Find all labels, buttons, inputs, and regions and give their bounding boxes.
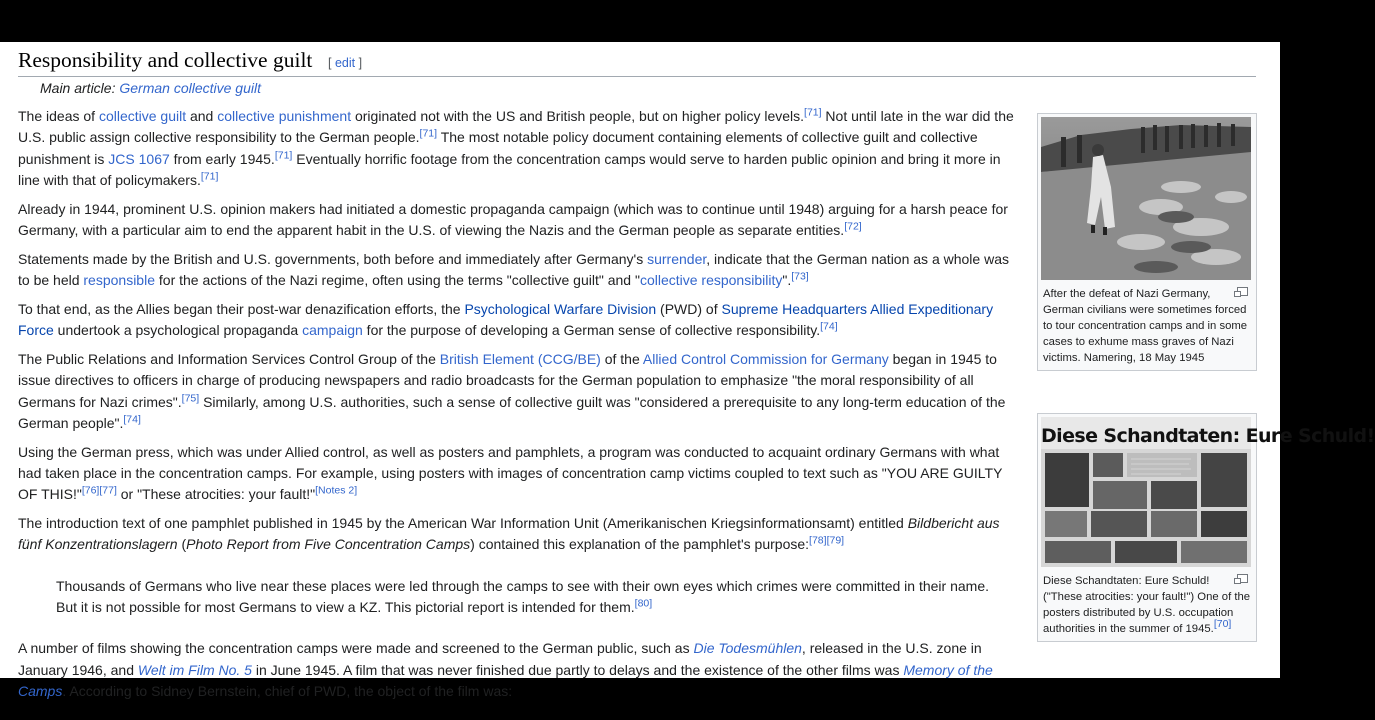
text: (: [177, 536, 187, 553]
paragraph-5: [18, 349, 1016, 434]
paragraph-3: [18, 249, 1016, 292]
citation-71[interactable]: [71]: [419, 127, 438, 140]
text: Eventually horrific footage from the concentration camps would serve to harden public opinion and bring it more in line with that of policymakers.: [18, 150, 1001, 188]
link-responsible[interactable]: responsible: [83, 272, 155, 289]
caption-text: Diese Schandtaten: Eure Schuld! ("These atrocities: your fault!") One of the posters distributed by U.S. occupation authorities in the summer of 1945.: [1043, 575, 1251, 635]
blockquote: [56, 576, 996, 619]
poster-title: Diese Schandtaten: Eure Schuld!: [1041, 425, 1375, 447]
poster-image[interactable]: [1041, 417, 1375, 567]
text: The ideas of: [18, 108, 99, 124]
citation-75[interactable]: [75]: [181, 391, 200, 404]
text: Already in 1944, prominent U.S. opinion makers had initiated a domestic propaganda campaign (which was to continue until 1948) arguing for a harsh peace for Germany, with a particular aim to end the apparent habit in the U.S. of viewing the Nazis and the German people as separate entities.: [18, 200, 1008, 238]
text: Statements made by the British and U.S. governments, both before and immediately after Germany's: [18, 250, 648, 267]
citation-notes-2[interactable]: [Notes 2]: [315, 484, 358, 497]
figure-namering: [1037, 113, 1257, 371]
citation-78[interactable]: [78]: [809, 534, 827, 547]
link-die-todesmuhlen[interactable]: Die Todesmühlen: [693, 640, 802, 657]
citation-74[interactable]: [74]: [820, 320, 838, 333]
link-psychological-warfare-division[interactable]: Psychological Warfare Division: [464, 300, 657, 317]
link-campaign[interactable]: campaign: [302, 322, 363, 339]
text: in June 1945. A film that was never finished due partly to delays and the existence of the other films was: [251, 661, 904, 678]
text: . According to Sidney Bernstein, chief of PWD, the object of the film was:: [62, 682, 513, 699]
link-surrender[interactable]: surrender: [647, 250, 707, 267]
text: of the: [600, 350, 643, 367]
link-jcs-1067[interactable]: JCS 1067: [108, 150, 170, 167]
paragraph-8: [18, 638, 1016, 702]
paragraph-1: [18, 106, 1016, 191]
citation-72[interactable]: [72]: [844, 220, 862, 233]
poster-photos: [1041, 449, 1251, 567]
text: , indicate that the German nation as a whole was to be held: [18, 250, 1009, 289]
caption-text: After the defeat of Nazi Germany, German civilians were sometimes forced to tour concentration camps and in some cases to exhume mass graves of Nazi victims. Namering, 18 May 1945: [1043, 288, 1248, 364]
link-allied-control-commission[interactable]: Allied Control Commission for Germany: [642, 350, 889, 367]
figure-caption: [1038, 570, 1256, 641]
photo-namering[interactable]: [1041, 117, 1251, 280]
text: Using the German press, which was under Allied control, as well as posters and pamphlets, a program was conducted to acquaint ordinary Germans with what had taken place in the concentration camps. For example, using posters with images of concentration camp victims coupled to text such as "YOU ARE GUILTY OF THIS!": [18, 443, 1003, 503]
text: , released in the U.S. zone in January 1946, and: [18, 640, 982, 678]
enlarge-icon[interactable]: [1237, 287, 1248, 296]
text: ) contained this explanation of the pamphlet's purpose:: [470, 536, 810, 553]
text: began in 1945 to issue directives to officers in charge of producing newspapers and radio broadcasts for the German population to emphasize "the moral responsibility of all Germans for Nazi crimes".: [18, 350, 997, 410]
text: and: [186, 108, 218, 124]
link-collective-punishment[interactable]: collective punishment: [217, 108, 352, 124]
article-page: [0, 42, 1375, 699]
quote-text: Thousands of Germans who live near these places were led through the camps to see with their own eyes which crimes were committed in their name. But it is not possible for most Germans to view a KZ. This pictorial report is intended for them.: [56, 577, 989, 615]
citation-71[interactable]: [71]: [200, 170, 219, 183]
text: (PWD) of: [656, 300, 722, 317]
figure-caption: [1038, 283, 1256, 370]
citation-77[interactable]: [77]: [99, 484, 117, 497]
text: A number of films showing the concentration camps were made and screened to the German public, such as: [18, 640, 694, 657]
link-british-element[interactable]: British Element (CCG/BE): [439, 350, 601, 367]
link-welt-im-film[interactable]: Welt im Film No. 5: [137, 661, 252, 678]
text: ".: [782, 272, 792, 289]
text: The most notable policy document containing elements of collective guilt and collective punishment is: [18, 129, 978, 167]
citation-79[interactable]: [79]: [826, 534, 845, 547]
text: Similarly, among U.S. authorities, such a sense of collective guilt was "considered a prerequisite to any long-term education of the German people".: [18, 393, 1006, 431]
paragraph-4: [18, 299, 1016, 342]
text: or "These atrocities: your fault!": [116, 486, 316, 503]
citation-76[interactable]: [76]: [81, 484, 100, 497]
text: undertook a psychological propaganda: [53, 322, 303, 339]
hatnote: [40, 80, 261, 96]
section-heading: [18, 46, 1256, 77]
citation-73[interactable]: [73]: [791, 270, 809, 283]
text: The Public Relations and Information Services Control Group of the: [18, 350, 440, 367]
link-collective-responsibility[interactable]: collective responsibility: [639, 272, 783, 289]
enlarge-icon[interactable]: [1237, 574, 1248, 583]
article-body: [18, 106, 1016, 710]
pamphlet-title-translation: Photo Report from Five Concentration Camps: [186, 536, 471, 553]
photo-image: [1041, 117, 1251, 280]
text: for the purpose of developing a German sense of collective responsibility.: [362, 322, 821, 339]
text: for the actions of the Nazi regime, often using the terms "collective guilt" and ": [155, 272, 640, 289]
figure-poster: [1037, 413, 1375, 642]
hatnote-prefix: Main article:: [40, 80, 120, 96]
link-memory-of-the-camps[interactable]: Memory of the Camps: [18, 661, 993, 699]
text: To that end, as the Allies began their post-war denazification efforts, the: [18, 300, 465, 317]
citation-70[interactable]: [70]: [1213, 618, 1232, 631]
citation-71[interactable]: [71]: [274, 148, 293, 161]
text: Not until late in the war did the U.S. public assign collective responsibility to the German people.: [18, 108, 1014, 146]
section-title: Responsibility and collective guilt: [18, 48, 313, 72]
text: The introduction text of one pamphlet published in 1945 by the American War Information Unit (Amerikanischen Kriegsinformationsamt) entitled: [18, 515, 908, 532]
text: from early 1945.: [169, 150, 275, 167]
paragraph-7: [18, 513, 1016, 556]
paragraph-6: [18, 442, 1016, 506]
link-collective-guilt[interactable]: collective guilt: [98, 108, 187, 124]
edit-bracket-close: ]: [355, 56, 363, 70]
paragraph-2: [18, 199, 1016, 242]
citation-71[interactable]: [71]: [804, 106, 822, 119]
link-shaef[interactable]: Supreme Headquarters Allied Expeditionary Force: [18, 300, 994, 339]
citation-74[interactable]: [74]: [123, 413, 141, 426]
edit-bracket-open: [: [328, 56, 335, 70]
edit-section-link: [328, 56, 362, 70]
edit-link[interactable]: edit: [334, 56, 356, 70]
citation-80[interactable]: [80]: [634, 597, 653, 610]
pamphlet-title: Bildbericht aus fünf Konzentrationslagern: [18, 515, 1000, 553]
main-article-link[interactable]: German collective guilt: [119, 80, 261, 96]
text: originated not with the US and British people, but on higher policy levels.: [351, 108, 805, 124]
